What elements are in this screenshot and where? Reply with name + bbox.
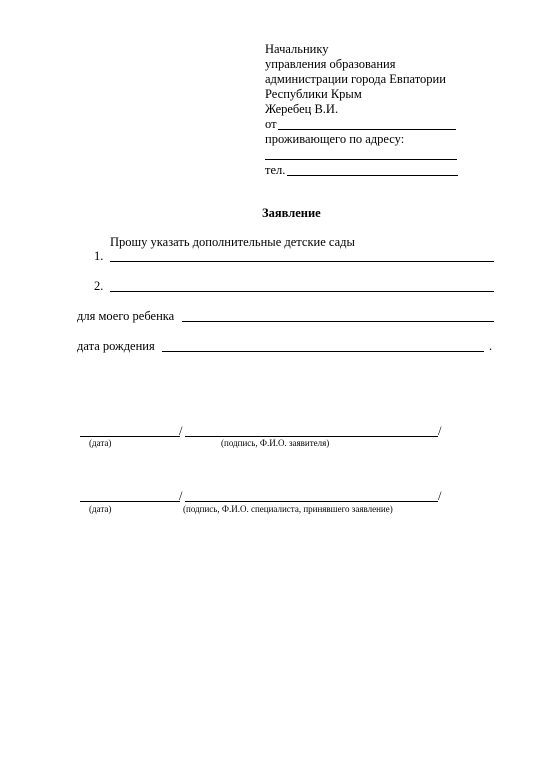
birth-date-field[interactable] (162, 351, 484, 352)
applicant-date-field[interactable] (80, 436, 180, 437)
item-1-number: 1. (94, 249, 104, 263)
document-title: Заявление (262, 206, 321, 220)
kindergarten-1-field[interactable] (110, 261, 494, 262)
birth-date-period: . (489, 339, 493, 353)
phone-label: тел. (265, 163, 286, 177)
item-2-number: 2. (94, 279, 104, 293)
address-field[interactable] (265, 159, 457, 160)
addressee-line-5: Жеребец В.И. (265, 102, 339, 116)
addressee-line-1: Начальнику (265, 42, 329, 56)
address-label: проживающего по адресу: (265, 132, 405, 146)
specialist-signature-field[interactable] (185, 501, 438, 502)
birth-date-label: дата рождения (77, 339, 155, 353)
applicant-signature-field[interactable] (185, 436, 438, 437)
specialist-slash-2: / (438, 489, 442, 503)
phone-field[interactable] (287, 175, 458, 176)
applicant-slash-1: / (179, 424, 183, 438)
specialist-signature-caption: (подпись, Ф.И.О. специалиста, принявшего заявление) (183, 504, 393, 514)
applicant-slash-2: / (438, 424, 442, 438)
addressee-line-3: администрации города Евпатории (265, 72, 446, 86)
from-label: от (265, 117, 277, 131)
applicant-date-caption: (дата) (89, 438, 112, 448)
applicant-signature-caption: (подпись, Ф.И.О. заявителя) (221, 438, 330, 448)
specialist-date-field[interactable] (80, 501, 180, 502)
specialist-slash-1: / (179, 489, 183, 503)
request-text: Прошу указать дополнительные детские сады (110, 235, 355, 249)
child-label: для моего ребенка (77, 309, 175, 323)
addressee-line-2: управления образования (265, 57, 396, 71)
from-field[interactable] (278, 129, 456, 130)
addressee-line-4: Республики Крым (265, 87, 362, 101)
child-name-field[interactable] (182, 321, 494, 322)
kindergarten-2-field[interactable] (110, 291, 494, 292)
specialist-date-caption: (дата) (89, 504, 112, 514)
